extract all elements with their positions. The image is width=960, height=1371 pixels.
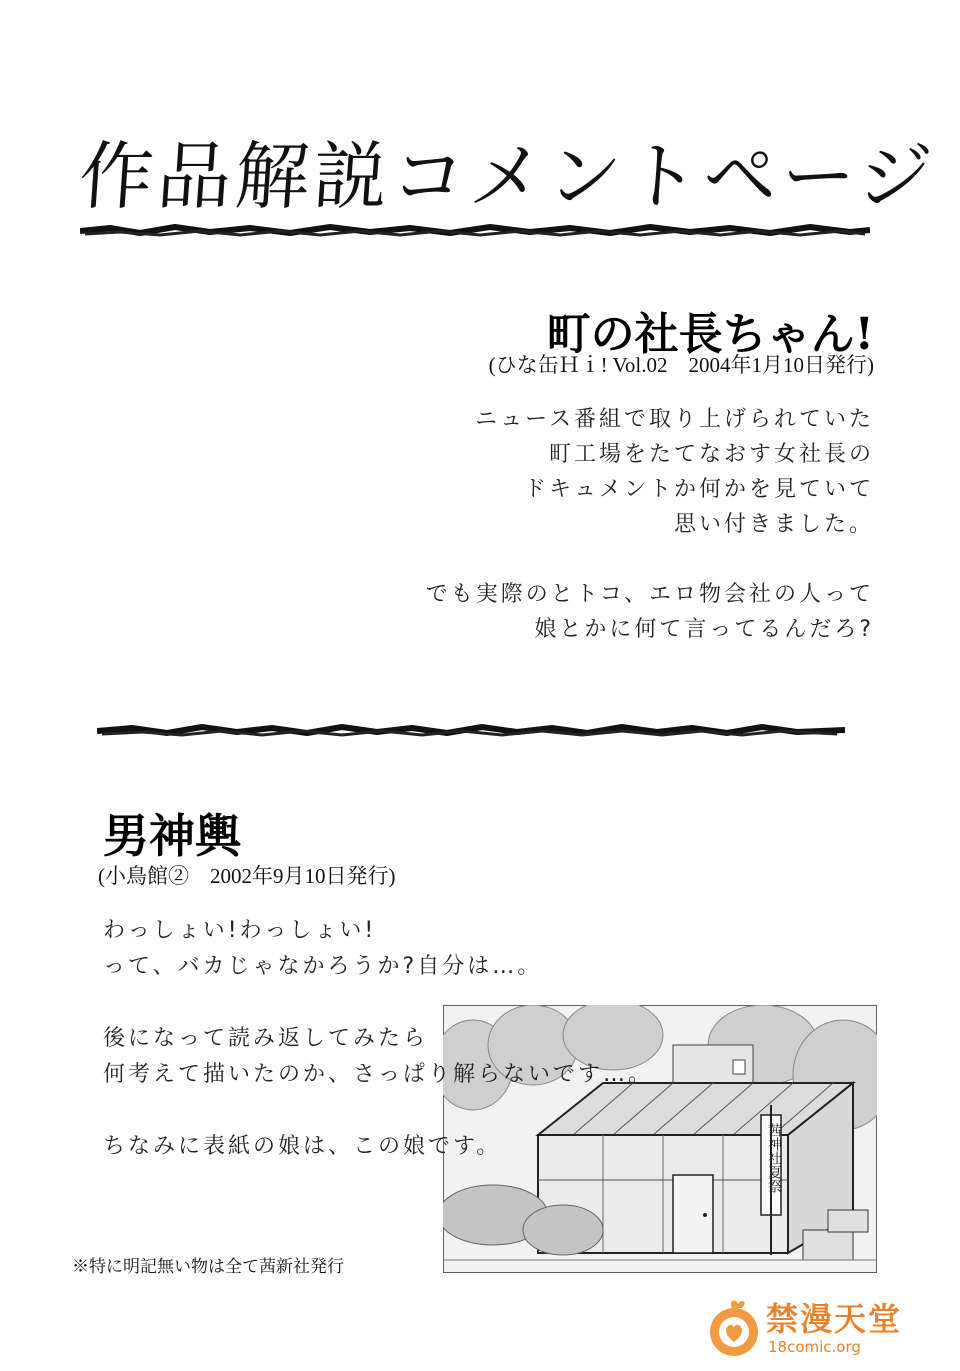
comment-line: って、バカじゃなかろうか?自分は…。 (103, 954, 543, 979)
section1-comment (426, 402, 874, 647)
comment-line: 娘とかに何て言ってるんだろ? (534, 617, 874, 642)
comment-line: 町工場をたてなおす女社長の (548, 442, 874, 467)
comment-line: わっしょい!わっしょい! (103, 918, 377, 943)
section1-pub-info: (ひな缶Ｈｉ! Vol.02 2004年1月10日発行) (488, 353, 874, 377)
comment-line: でも実際のとトコ、エロ物会社の人って (425, 582, 874, 607)
section2-title: 男神輿 (103, 809, 241, 863)
section2-comment (103, 913, 653, 1165)
section2-pub-info: (小鳥館② 2002年9月10日発行) (98, 864, 396, 888)
comment-line: 何考えて描いたのか、さっぱり解らないです…。 (103, 1062, 654, 1087)
comment-line (103, 1093, 653, 1129)
comment-line: ちなみに表紙の娘は、この娘です。 (103, 1134, 502, 1159)
divider-top (80, 222, 870, 238)
footnote: ※特に明記無い物は全て茜新社発行 (72, 1257, 344, 1277)
watermark-url[interactable]: 18comic.org (768, 1338, 861, 1356)
peach-mascot-icon (706, 1296, 762, 1360)
watermark-brand: 禁漫天堂 (766, 1300, 903, 1338)
comment-line: 思い付きました。 (673, 512, 874, 537)
comment-line: ドキュメントか何かを見ていて (523, 477, 874, 502)
comment-line: ニュース番組で取り上げられていた (475, 407, 874, 432)
comment-line (103, 985, 653, 1021)
watermark[interactable] (706, 1290, 936, 1364)
section1-title: 町の社長ちゃん! (546, 309, 874, 360)
divider-middle (97, 722, 845, 738)
comment-line (426, 542, 874, 577)
comment-line: 後になって読み返してみたら (103, 1026, 429, 1051)
flag-sign-text: 茜神社夏祭 (766, 1123, 782, 1193)
page-title: 作品解説コメントページ (76, 134, 939, 220)
